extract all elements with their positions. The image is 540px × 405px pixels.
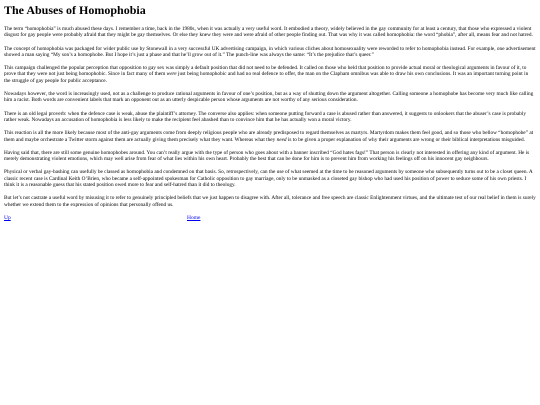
paragraph-text: just being homophobic and had no real defence to offer, the man on the Clapham omnibus was able to draw his own conclusions. It was an important turning point in the struggle of gay people for public acceptance. xyxy=(4,71,529,84)
paragraph-text: But let’s not castrate a useful word by misusing it to refer to genuinely principled beliefs that we just happen to disagree with. After all, tolerance and free speech are classic Enlightenment virtues, and the ultimate test of our real belief in them is surely whether we extend them to the expression of opinions that personally offend us. xyxy=(4,195,536,208)
article-paragraph xyxy=(4,150,536,163)
emphasis-text: were xyxy=(166,71,177,78)
article-paragraph xyxy=(4,65,536,84)
up-link[interactable]: Up xyxy=(4,214,11,221)
paragraph-text: The term “homophobia” is much abused these days. I remember a time, back in the 1980s, when it was actually a very useful word. It embodied a theory, widely believed in the gay community for at least a century, that those who expressed a violent disgust for gay people were probably afraid that they might be gay themselves. Or else they knew they were and were afraid of other people finding out. That was why it was called homophobia: the word “phobia”, after all, means fear and not hatred. xyxy=(4,26,533,39)
paragraph-text: There is an old legal proverb: when the defence case is weak, abuse the plaintiff’s attorney. The converse also applies: when someone putting forward a case is abused rather than answered, it suggests to onlookers that the abuser’s case is probably rather weak. Nowadays an accusation of homophobia is less likely to make the recipient feel abashed than to convince him that he has actually won a moral victory. xyxy=(4,110,526,123)
article-paragraph xyxy=(4,26,536,39)
article-paragraph xyxy=(4,169,536,188)
paragraph-text: This reaction is all the more likely because most of the anti-gay arguments come from deeply religious people who are already predisposed to regard themselves as martyrs. Martyrdom makes them feel good, and so those who bellow “homophobe” at them and maybe orchestrate a Twitter storm against them are actually giving them precisely what they want. Whereas what they xyxy=(4,130,534,143)
article-body xyxy=(4,26,536,208)
paragraph-text: The concept of homophobia was packaged for wider public use by Stonewall in a very successful UK advertising campaign, in which various cliches about homosexuality were reworded to refer to homophobia instead. For example, one advertisement showed a man saying “My son’s a homophobe. But I hope it’s just a phase and that he’ll grow out of it.” The punch-line was always the same: “It’s the prejudice that’s queer.” xyxy=(4,45,536,58)
article-paragraph xyxy=(4,46,536,59)
article-paragraph xyxy=(4,195,536,208)
page-title: The Abuses of Homophobia xyxy=(4,3,146,17)
paragraph-text: Physical or verbal gay-bashing can usefully be classed as homophobia and condemned on that basis. So, retrospectively, can the use of what seemed at the time to be reasoned arguments by someone who subsequently turns out to be a closet queen. A classic recent case is Cardinal Keith O’Brien, who became a self-appointed spokesman for Catholic opposition to gay marriage, only to be unmasked as a closeted gay bishop who had used his position of power to seduce some of his own priests. I think it is a reasonable guess that his stated position owed more to fear and self-hatred than it did to theology. xyxy=(4,169,533,189)
paragraph-text: This campaign challenged the popular perception that opposition to gay sex was simply a default position that did not need to be defended. It called on those who held that position to provide actual moral or theological arguments in favour of it, to prove that they were not just being homophobic. Since in fact many of them xyxy=(4,65,527,78)
paragraph-text: Having said that, there are still some genuine homophobes around. You can’t really argue with the type of person who goes about with a banner inscribed “God hates fags!” That person is clearly not interested in offering any kind of argument. He is merely demonstrating violent emotions, which may well arise from fear of what lies within his own heart. Probably the best that can be done for him is to prevent him from working his feelings off on his innocent gay neighbours. xyxy=(4,149,530,163)
article-paragraph xyxy=(4,130,536,143)
article-paragraph xyxy=(4,111,536,124)
home-link[interactable]: Home xyxy=(187,214,201,221)
paragraph-text: Nowadays however, the word is increasingly used, not as a challenge to produce rational arguments in favour of one’s position, but as a way of shutting down the argument altogether. Calling someone a homophobe has become very much like calling him a racist. Both words are convenient labels that mark an opponent out as an utterly despicable person whose arguments are not worthy of any serious consideration. xyxy=(4,91,534,104)
paragraph-text: is to be given a proper explanation of why their arguments are wrong or their biblical interpretations misguided. xyxy=(286,136,525,143)
article-paragraph xyxy=(4,91,536,104)
footer-nav xyxy=(4,215,536,221)
emphasis-text: need xyxy=(276,136,287,143)
